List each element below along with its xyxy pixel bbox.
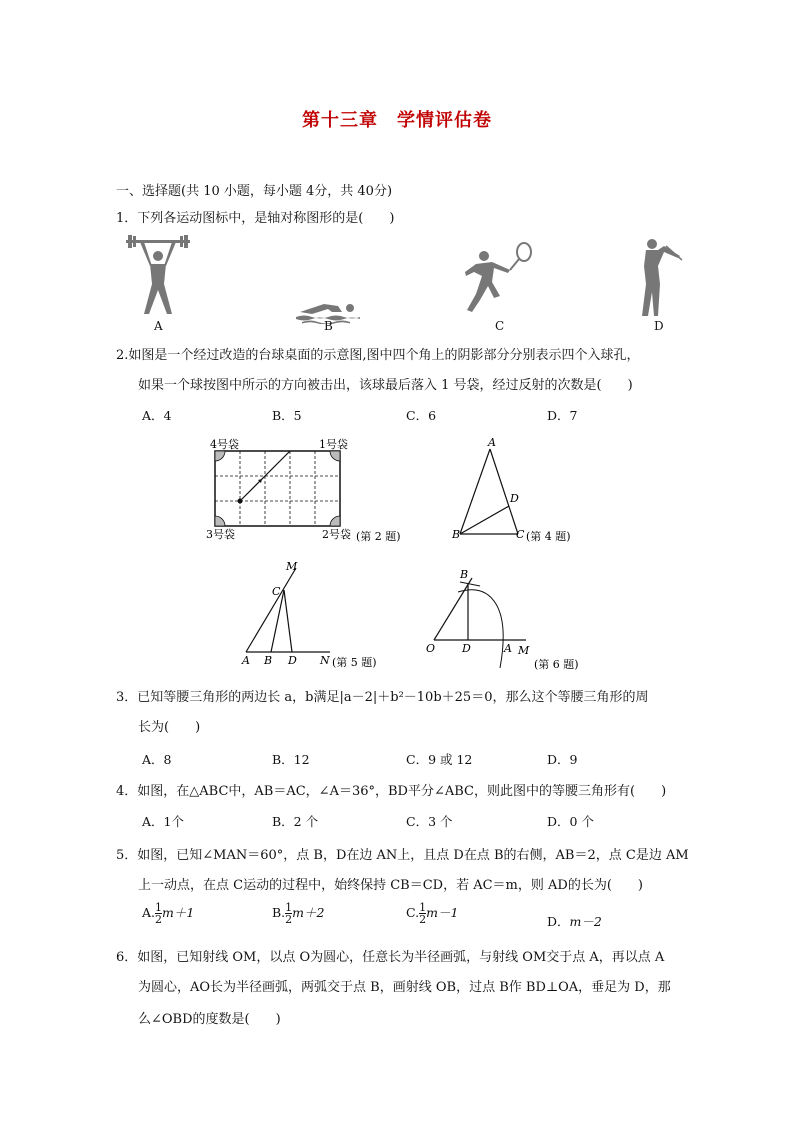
point-c-label: C: [516, 528, 525, 541]
weightlifter-icon: [124, 234, 192, 318]
point-d-label: D: [510, 492, 519, 505]
point-d-label: D: [462, 642, 471, 655]
point-a-label: A: [504, 642, 512, 655]
bag-4-label: 4号袋: [210, 438, 239, 451]
bag-1-label: 1号袋: [319, 438, 348, 451]
point-d-label: D: [288, 654, 297, 667]
figure-q6-construction: [424, 564, 594, 674]
option-d-label: D: [654, 319, 664, 333]
question-4-stem: 4．如图，在△ABC中，AB＝AC，∠A＝36°，BD平分∠ABC，则此图中的等腰三角形有( ): [116, 784, 667, 799]
q3-option-d: D．9: [547, 752, 578, 767]
q2-option-a: A．4: [142, 408, 172, 423]
badminton-player-icon: [462, 242, 534, 318]
q4-option-b: B．2 个: [272, 814, 319, 829]
page-title: 第十三章 学情评估卷: [302, 110, 492, 131]
section-heading: 一、选择题(共 10 小题，每小题 4分，共 40分): [116, 184, 393, 199]
q4-option-a: A．1个: [142, 814, 184, 829]
q3-option-b: B．12: [272, 752, 310, 767]
figure-6-caption: (第 6 题): [534, 658, 579, 671]
figure-q5-angle: [238, 560, 398, 672]
figure-2-caption: (第 2 题): [356, 530, 401, 543]
q2-option-c: C．6: [406, 408, 437, 423]
q5-option-b: B. $\frac{1}{2}$ m＋2: [272, 901, 325, 926]
question-6-stem-line1: 6．如图，已知射线 OM，以点 O为圆心，任意长为半径画弧，与射线 OM交于点 A，再以点 A: [116, 950, 665, 965]
golfer-icon: [630, 236, 686, 320]
q3-option-c: C．9 或 12: [406, 752, 473, 767]
point-b-label: B: [264, 654, 273, 667]
figure-4-caption: (第 4 题): [526, 530, 571, 543]
question-2-stem-line1: 2.如图是一个经过改造的台球桌面的示意图,图中四个角上的阴影部分分别表示四个入球孔，: [116, 348, 640, 363]
q2-option-b: B．5: [272, 408, 302, 423]
question-6-stem-line3: 么∠OBD的度数是( ): [138, 1012, 281, 1027]
bag-3-label: 3号袋: [206, 528, 235, 541]
option-b-label: B: [324, 319, 333, 333]
point-n-label: N: [320, 654, 330, 667]
point-m-label: M: [518, 644, 530, 657]
q5-option-a: A. $\frac{1}{2}$ m＋1: [142, 901, 195, 926]
question-2-stem-line2: 如果一个球按图中所示的方向被击出，该球最后落入 1 号袋，经过反射的次数是( ): [138, 378, 633, 393]
figure-5-caption: (第 5 题): [332, 656, 377, 669]
question-5-stem-line1: 5．如图，已知∠MAN＝60°，点 B，D在边 AN上，且点 D在点 B的右侧，AB＝2，点 C是边 AM: [116, 848, 689, 863]
q4-option-d: D．0 个: [547, 814, 594, 829]
point-c-label: C: [272, 585, 281, 598]
q5-option-c: C. $\frac{1}{2}$ m－1: [406, 901, 459, 926]
point-m-label: M: [286, 560, 298, 573]
q3-option-a: A．8: [142, 752, 172, 767]
point-b-label: B: [460, 568, 469, 581]
figure-q4-triangle: [448, 434, 608, 546]
question-3-stem-line2: 长为( ): [138, 720, 201, 735]
question-1-stem: 1．下列各运动图标中，是轴对称图形的是( ): [116, 211, 395, 226]
q4-option-c: C．3 个: [406, 814, 453, 829]
point-o-label: O: [426, 642, 436, 655]
q2-option-d: D．7: [547, 408, 578, 423]
question-3-stem-line1: 3．已知等腰三角形的两边长 a，b满足|a－2|＋b²－10b＋25＝0，那么这个等腰三角形的周: [116, 690, 649, 705]
option-a-label: A: [154, 319, 163, 333]
option-c-label: C: [495, 319, 505, 333]
question-5-stem-line2: 上一动点，在点 C运动的过程中，始终保持 CB＝CD，若 AC＝m，则 AD的长为( ): [138, 878, 643, 893]
point-b-label: B: [452, 528, 461, 541]
question-6-stem-line2: 为圆心，AO长为半径画弧，两弧交于点 B，画射线 OB，过点 B作 BD⊥OA，垂足为 D，那: [138, 980, 671, 995]
bag-2-label: 2号袋: [322, 528, 351, 541]
figure-q2-billiard-table: [204, 436, 414, 546]
point-a-label: A: [488, 436, 496, 449]
point-a-label: A: [242, 654, 250, 667]
q5-option-d: D．m－2: [547, 914, 602, 929]
